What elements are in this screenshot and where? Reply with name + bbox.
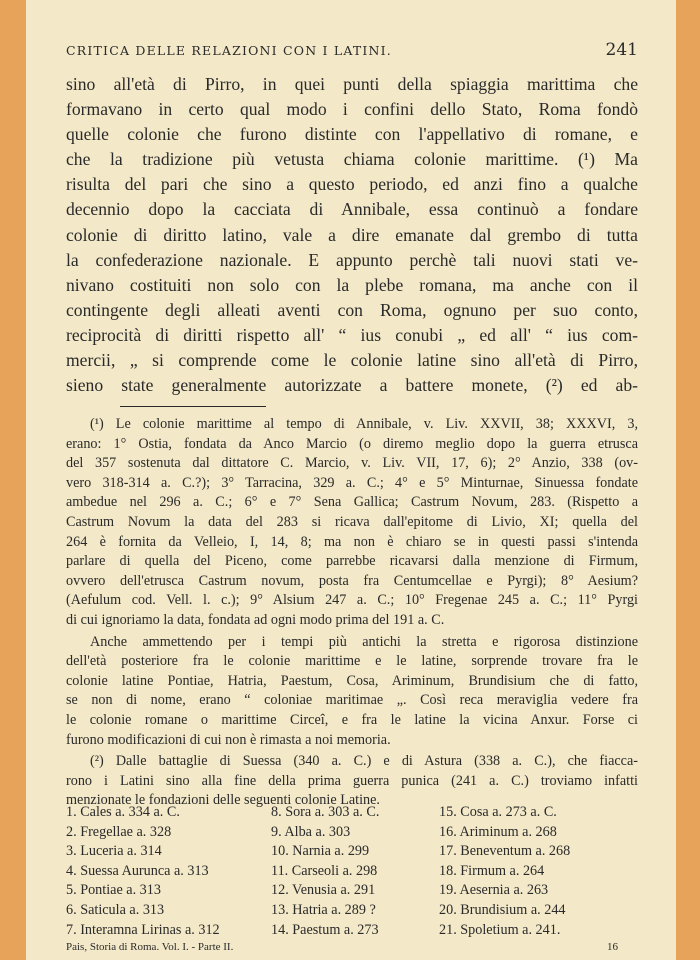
text-line: la confederazione nazionale. E appunto perchè tali nuovi stati ve-	[66, 249, 638, 270]
footnote-line: ovvero dell'etrusca Castrum novum, posta fra Centumcellae e Pyrgi); 8° Aesium?	[66, 572, 638, 589]
text-line: contingente degli alleati aventi con Roma, ognuno per suo conto,	[66, 299, 638, 320]
footnote-line: rono i Latini sino alla fine della prima guerra punica (241 a. C.) troviamo infatti	[66, 772, 638, 789]
footnotes	[66, 415, 638, 811]
colonies-list	[66, 803, 638, 940]
colony-entry: 7. Interamna Lirinas a. 312	[66, 921, 220, 938]
text-line: quelle colonie che furono distinte con l'appellativo di romane, e	[66, 124, 638, 145]
text-line: formavano in certo qual modo i confini dello Stato, Roma fondò	[66, 99, 638, 120]
colony-row	[66, 881, 638, 901]
text-line: nivano costituiti non solo con la plebe romana, ma anche con il	[66, 274, 638, 295]
colony-row	[66, 842, 638, 862]
running-title: CRITICA DELLE RELAZIONI CON I LATINI.	[66, 43, 392, 58]
colony-row	[66, 921, 638, 941]
text-line: che la tradizione più vetusta chiama colonie marittime. (¹) Ma	[66, 149, 638, 170]
footnote-line: del 357 sostenuta dal dittatore C. Marcio, v. Liv. VII, 17, 6); 2° Anzio, 338 (ov-	[66, 455, 638, 472]
colony-entry: 12. Venusia a. 291	[271, 882, 376, 899]
footnote-line: se non di nome, erano “ coloniae maritimae „. Così reca meraviglia vedere fra	[66, 692, 638, 709]
colony-entry: 20. Brundisium a. 244	[439, 901, 566, 918]
footnote-1	[66, 415, 638, 631]
footnote-line: Anche ammettendo per i tempi più antichi la stretta e rigorosa distinzione	[90, 633, 638, 650]
colony-entry: 15. Cosa a. 273 a. C.	[439, 804, 557, 820]
colony-entry: 5. Pontiae a. 313	[66, 882, 161, 899]
colony-entry: 1. Cales a. 334 a. C.	[66, 804, 180, 820]
colony-row	[66, 803, 638, 823]
footer-imprint: Pais, Storia di Roma. Vol. I. - Parte II.	[66, 941, 234, 953]
footnote-line: vero 318-314 a. C.?); 3° Tarracina, 329 a. C.; 4° e 5° Minturnae, Sinuessa fondate	[66, 474, 638, 491]
running-header	[66, 40, 638, 60]
colony-row	[66, 862, 638, 882]
colony-row	[66, 901, 638, 921]
text-line: reciprocità di diritti rispetto all' “ ius conubi „ ed all' “ ius com-	[66, 324, 638, 345]
footnote-line: di cui ignoriamo la data, fondata ad ogni modo prima del 191 a. C.	[66, 611, 445, 628]
signature-mark: 16	[607, 941, 618, 953]
footnote-rule	[120, 406, 266, 407]
page-number: 241	[605, 40, 638, 60]
footnote-line: le colonie romane o marittime Circeî, e fra le latine la vicina Anxur. Forse ci	[66, 711, 638, 728]
colony-entry: 13. Hatria a. 289 ?	[271, 901, 376, 918]
colony-entry: 17. Beneventum a. 268	[439, 843, 571, 860]
footnote-line: furono modificazioni di cui non è rimasta a noi memoria.	[66, 731, 391, 748]
footnote-line: (¹) Le colonie marittime al tempo di Annibale, v. Liv. XXVII, 38; XXXVI, 3,	[90, 416, 638, 432]
colony-entry: 6. Saticula a. 313	[66, 901, 165, 918]
colony-entry: 10. Narnia a. 299	[271, 843, 370, 860]
footnote-line: erano: 1° Ostia, fondata da Anco Marcio (o diremo meglio dopo la guerra etrusca	[66, 435, 638, 452]
colony-entry: 16. Ariminum a. 268	[439, 823, 557, 840]
footnote-line: 264 è fornita da Velleio, I, 14, 8; ma non è chiaro se in questi passi s'intenda	[66, 533, 638, 550]
book-page	[26, 0, 676, 960]
footnote-line: colonie latine Pontiae, Hatria, Paestum, Cosa, Ariminum, Brundisium che di fatto,	[66, 672, 638, 689]
footnote-line: parlare di quella del Piceno, come parrebbe ricavarsi dalla menzione di Firmum,	[66, 553, 638, 570]
text-line: sino all'età di Pirro, in quei punti della spiaggia marittima che	[66, 74, 638, 94]
colony-entry: 11. Carseoli a. 298	[271, 862, 378, 879]
footnote-line: (²) Dalle battaglie di Suessa (340 a. C.) e di Astura (338 a. C.), che fiacca-	[90, 753, 638, 770]
footnote-line: (Aefulum cod. Vell. l. c.); 9° Alsium 247 a. C.; 10° Fregenae 245 a. C.; 11° Pyrgi	[66, 592, 638, 609]
footnote-line: Castrum Novum la data del 283 si ricava dall'epitome di Livio, XI; quella del	[66, 513, 638, 530]
text-line: colonie di diritto latino, vale a dire emanate dal grembo di tutta	[66, 224, 638, 245]
colony-entry: 4. Suessa Aurunca a. 313	[66, 862, 209, 879]
main-text	[66, 72, 638, 398]
footnote-line: ambedue nel 296 a. C.; 6° e 7° Sena Gallica; Castrum Novum, 283. (Rispetto a	[66, 494, 638, 511]
text-line: sieno state generalmente autorizzate a battere monete, (²) ed ab-	[66, 375, 638, 396]
text-line: mercii, „ si comprende come le colonie latine sino all'età di Pirro,	[66, 350, 638, 371]
footnote-line: dell'età posteriore fra le colonie marittime e le latine, sorprende trovare fra le	[66, 653, 638, 670]
colony-entry: 19. Aesernia a. 263	[439, 882, 549, 899]
footnote-line: menzionate le fondazioni delle seguenti colonie Latine.	[66, 792, 380, 809]
colony-row	[66, 823, 638, 843]
page-footer	[66, 941, 636, 953]
text-line: decennio dopo la cacciata di Annibale, essa continuò a fondare	[66, 199, 638, 220]
colony-entry: 21. Spoletium a. 241.	[439, 921, 561, 938]
colony-entry: 3. Luceria a. 314	[66, 843, 162, 860]
colony-entry: 8. Sora a. 303 a. C.	[271, 804, 380, 820]
colony-entry: 9. Alba a. 303	[271, 823, 351, 840]
footnote-1-continuation	[66, 633, 638, 751]
text-line: risulta del pari che sino a questo periodo, ed anzi fino a qualche	[66, 174, 638, 195]
colony-entry: 2. Fregellae a. 328	[66, 823, 172, 840]
colony-entry: 14. Paestum a. 273	[271, 921, 379, 938]
colony-entry: 18. Firmum a. 264	[439, 862, 545, 879]
